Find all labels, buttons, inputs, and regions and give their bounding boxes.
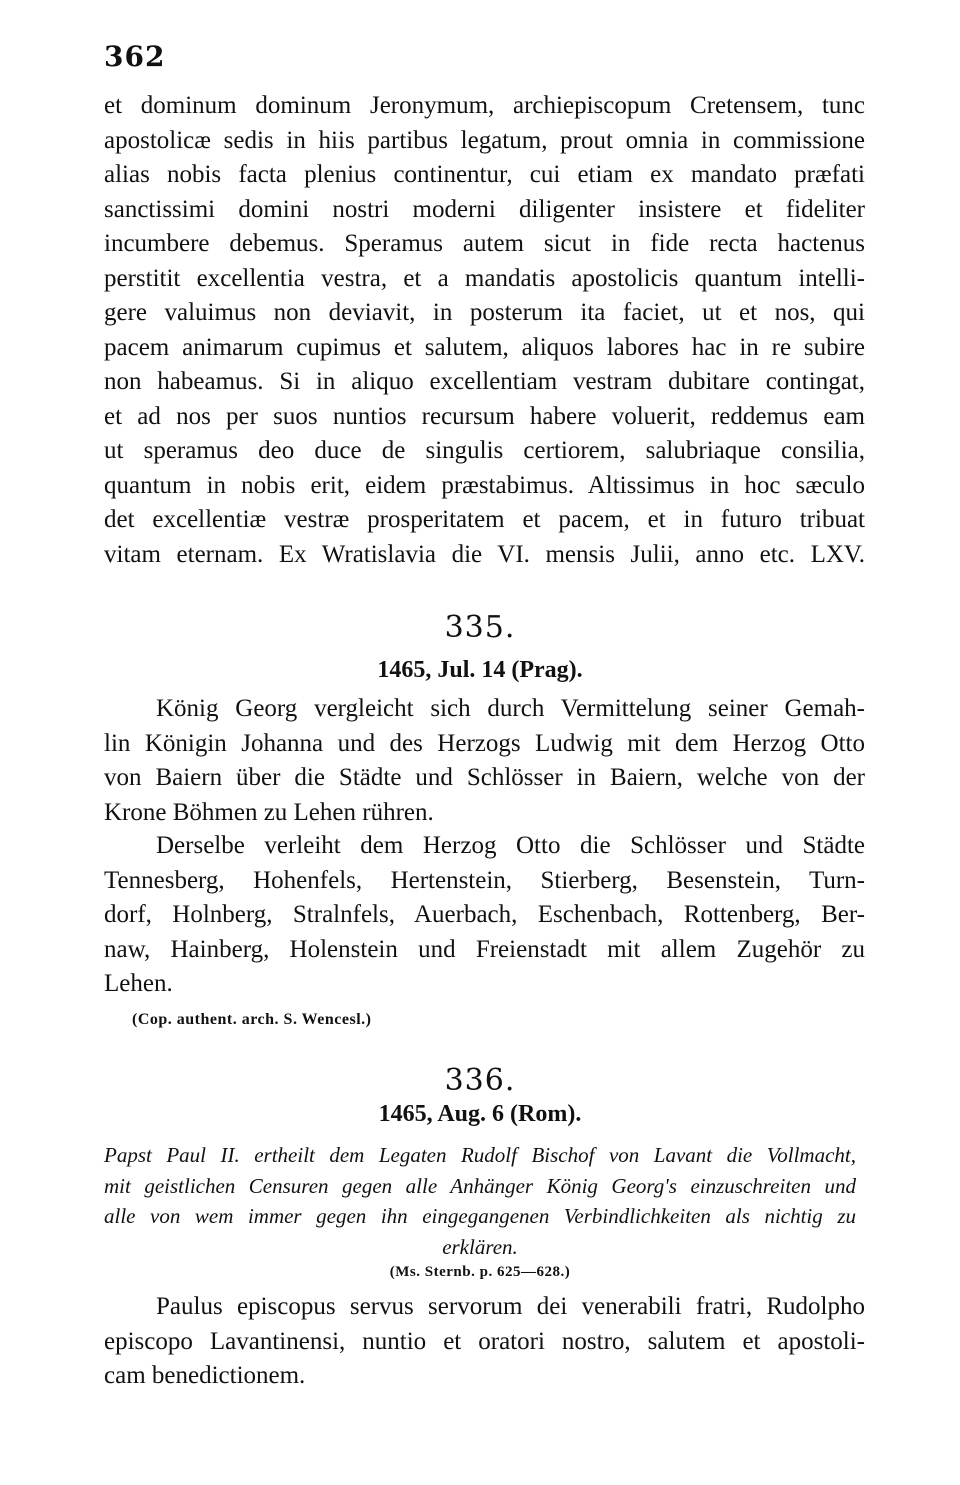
text-line: König Georg vergleicht sich durch Vermittelung seiner Gemah-: [156, 695, 865, 722]
text-line: Krone Böhmen zu Lehen rühren.: [104, 798, 434, 826]
continuation-text: [104, 89, 865, 572]
text-line: Lehen.: [104, 970, 173, 997]
source-citation-335: (Cop. authent. arch. S. Wencesl.): [132, 1011, 372, 1028]
text-line: quantum in nobis erit, eidem præstabimus. Altissimus in hoc sæculo: [104, 471, 865, 499]
source-citation-336: (Ms. Sternb. p. 625—628.): [389, 1264, 571, 1280]
text-line: vitam eternam. Ex Wratislavia die VI. mensis Julii, anno etc. LXV.: [104, 540, 865, 568]
text-line: ut speramus deo duce de singulis certiorem, salubriaque consilia,: [104, 437, 865, 464]
text-line: et dominum dominum Jeronymum, archiepiscopum Cretensem, tunc: [104, 92, 865, 119]
doc336-summary: [104, 1140, 856, 1262]
document-date-336: 1465, Aug. 6 (Rom).: [378, 1101, 582, 1127]
text-line: incumbere debemus. Speramus autem sicut in fide recta hactenus: [104, 230, 865, 257]
text-line: Tennesberg, Hohenfels, Hertenstein, Stierberg, Besenstein, Turn-: [104, 866, 865, 894]
text-line: von Baiern über die Städte und Schlösser in Baiern, welche von der: [104, 764, 865, 791]
text-line: alle von wem immer gegen ihn eingegangenen Verbindlichkeiten als nichtig zu: [104, 1204, 856, 1228]
text-line: non habeamus. Si in aliquo excellentiam vestram dubitare contingat,: [104, 368, 865, 395]
text-line: Papst Paul II. ertheilt dem Legaten Rudolf Bischof von Lavant die Vollmacht,: [104, 1143, 856, 1167]
text-line: erklären.: [442, 1234, 518, 1259]
text-line: lin Königin Johanna und des Herzogs Ludwig mit dem Herzog Otto: [104, 729, 865, 757]
doc335-summary-paragraph-1: [104, 692, 865, 830]
text-line: alias nobis facta plenius continentur, cui etiam ex mandato præfati: [104, 161, 865, 188]
text-line: Paulus episcopus servus servorum dei venerabili fratri, Rudolpho: [156, 1293, 865, 1320]
text-line: mit geistlichen Censuren gegen alle Anhänger König Georg's einzuschreiten und: [104, 1173, 856, 1198]
text-line: episcopo Lavantinensi, nuntio et oratori nostro, salutem et apostoli-: [104, 1327, 865, 1355]
text-line: det excellentiæ vestræ prosperitatem et pacem, et in futuro tribuat: [104, 506, 865, 533]
doc336-text: [104, 1290, 865, 1394]
text-line: et ad nos per suos nuntios recursum habere voluerit, reddemus eam: [104, 402, 865, 430]
text-line: gere valuimus non deviavit, in posterum ita faciet, ut et nos, qui: [104, 299, 865, 326]
text-line: apostolicæ sedis in hiis partibus legatum, prout omnia in commissione: [104, 126, 865, 154]
text-line: Derselbe verleiht dem Herzog Otto die Schlösser und Städte: [156, 832, 865, 859]
text-line: dorf, Holnberg, Stralnfels, Auerbach, Eschenbach, Rottenberg, Ber-: [104, 901, 865, 928]
text-line: perstitit excellentia vestra, et a mandatis apostolicis quantum intelli-: [104, 264, 865, 292]
text-line: sanctissimi domini nostri moderni diligenter insistere et fideliter: [104, 195, 865, 223]
text-line: pacem animarum cupimus et salutem, aliquos labores hac in re subire: [104, 333, 865, 361]
text-line: naw, Hainberg, Holenstein und Freienstadt mit allem Zugehör zu: [104, 935, 865, 963]
document-date-335: 1465, Jul. 14 (Prag).: [377, 657, 583, 683]
doc335-summary-paragraph-2: [104, 829, 865, 1002]
page-number: 362: [104, 40, 166, 73]
text-line: cam benedictionem.: [104, 1362, 306, 1389]
document-number-335: 335.: [444, 610, 516, 645]
document-number-336: 336.: [444, 1063, 516, 1098]
